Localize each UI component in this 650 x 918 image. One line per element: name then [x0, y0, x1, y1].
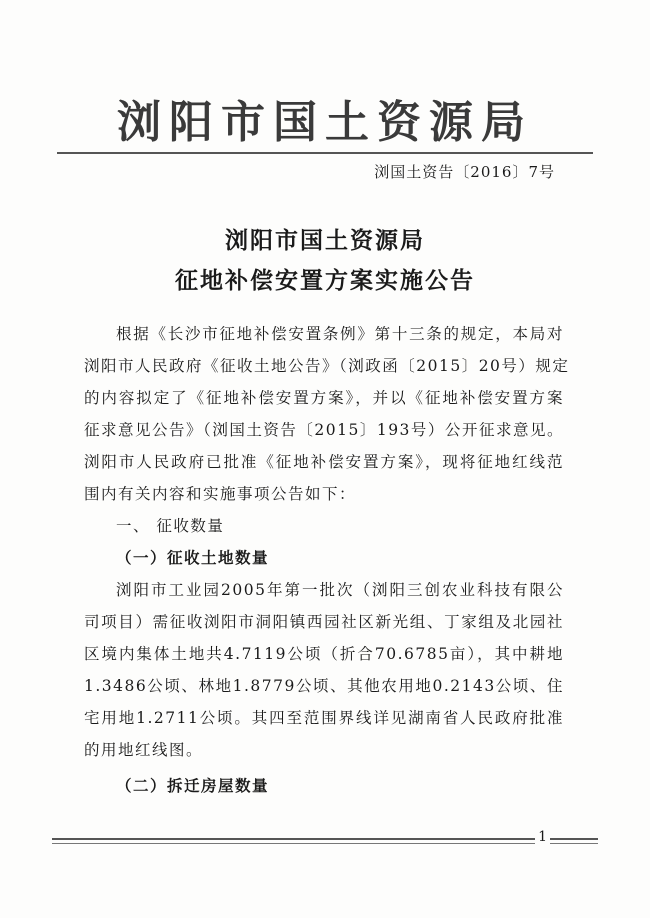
- paragraph-line: 的内容拟定了《征地补偿安置方案》，并以《征地补偿安置方案: [84, 389, 564, 407]
- body-text: [84, 318, 570, 802]
- paragraph-line: 浏阳市工业园2005年第一批次（浏阳三创农业科技有限公: [116, 581, 564, 599]
- paragraph-line: 1.3486公顷、林地1.8779公顷、其他农用地0.2143公顷、住: [84, 677, 564, 695]
- paragraph-line: 根据《长沙市征地补偿安置条例》第十三条的规定，本局对: [116, 325, 564, 343]
- footer-rule-thin: [52, 843, 598, 844]
- subsection-heading-1: （一）征收土地数量: [116, 548, 270, 567]
- paragraph-line: 区境内集体土地共4.7119公顷（折合70.6785亩），其中耕地: [84, 645, 564, 663]
- title-line-2: 征地补偿安置方案实施公告: [175, 267, 475, 294]
- title-line-1: 浏阳市国土资源局: [225, 227, 425, 254]
- paragraph-line: 浏阳市人民政府《征收土地公告》（浏政函〔2015〕20号）规定: [84, 357, 570, 375]
- footer-rule: [52, 838, 598, 840]
- document-number: 浏国土资告〔2016〕7号: [374, 163, 555, 181]
- paragraph-line: 浏阳市人民政府已批准《征地补偿安置方案》，现将征地红线范: [84, 453, 564, 471]
- paragraph-line: 的用地红线图。: [84, 741, 204, 759]
- letterhead-rule: [57, 152, 593, 154]
- agency-letterhead: 浏阳市国土资源局: [117, 97, 533, 148]
- paragraph-line: 征求意见公告》（浏国土资告〔2015〕193号）公开征求意见。: [84, 421, 564, 439]
- paragraph-line: 宅用地1.2711公顷。其四至范围界线详见湖南省人民政府批准: [84, 709, 564, 727]
- paragraph-line: 司项目）需征收浏阳市洞阳镇西园社区新光组、丁家组及北园社: [84, 613, 564, 631]
- page-number: 1: [535, 829, 550, 845]
- paragraph-line: 围内有关内容和实施事项公告如下：: [84, 485, 357, 503]
- subsection-heading-2: （二）拆迁房屋数量: [116, 776, 270, 795]
- section-heading-1: 一、 征收数量: [116, 517, 225, 535]
